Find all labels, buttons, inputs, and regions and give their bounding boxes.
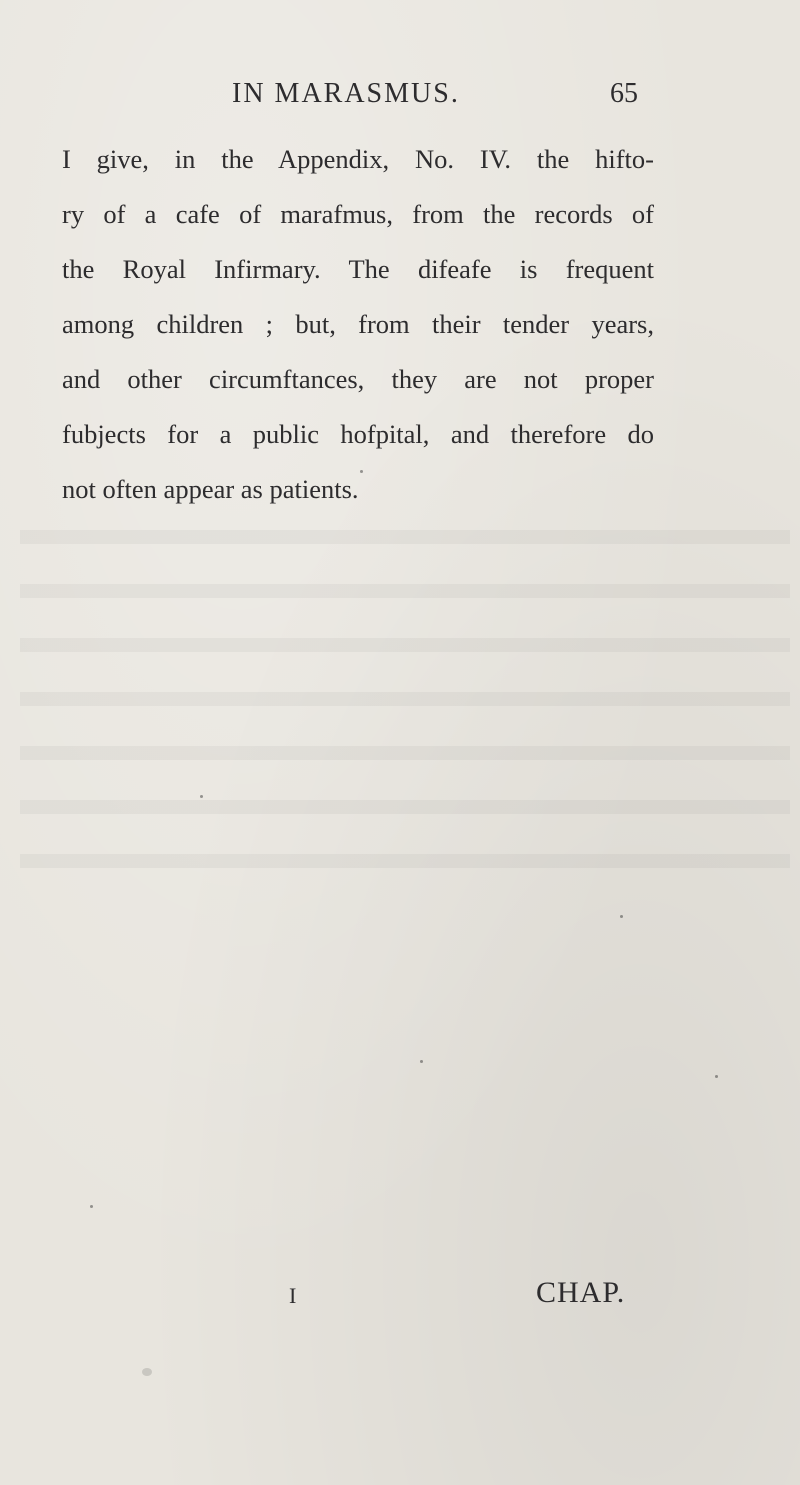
text-line: I give, in the Appendix, No. IV. the hifto- bbox=[62, 144, 654, 174]
catchword: CHAP. bbox=[536, 1276, 626, 1309]
text-line: and other circumftances, they are not proper bbox=[62, 364, 654, 394]
signature-mark: I bbox=[289, 1283, 297, 1308]
body-paragraph bbox=[62, 132, 654, 517]
running-title: IN MARASMUS. bbox=[232, 78, 460, 109]
text-line: fubjects for a public hofpital, and therefore do bbox=[62, 419, 654, 449]
text-line: not often appear as patients. bbox=[62, 474, 359, 504]
show-through-text bbox=[20, 500, 790, 880]
page-number: 65 bbox=[610, 78, 638, 109]
running-head bbox=[0, 78, 800, 128]
text-line: the Royal Infirmary. The difeafe is frequent bbox=[62, 254, 654, 284]
text-line: among children ; but, from their tender years, bbox=[62, 309, 654, 339]
text-line: ry of a cafe of marafmus, from the records of bbox=[62, 199, 654, 229]
